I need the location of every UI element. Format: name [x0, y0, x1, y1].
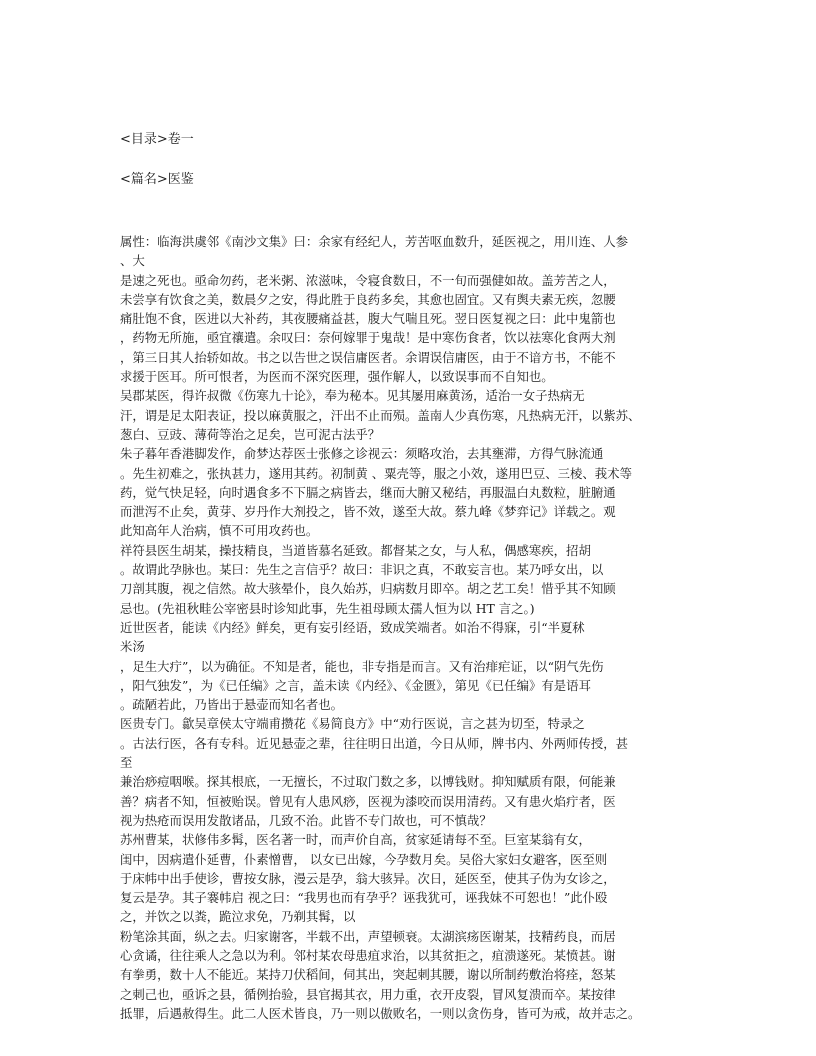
text-line: 视为热疮而误用发散诸品，几致不治。此皆不专门故也，可不慎哉？	[120, 812, 492, 828]
text-line: 祥符县医生胡某，操技精良，当道皆慕名延致。都督某之女，与人私，偶感寒疾，招胡	[120, 542, 591, 558]
text-line: 药，觉气快足轻，向时遇食多不下膈之病皆去，继而大腑又秘结，再服温白丸数粒，脏腑通	[120, 484, 616, 500]
text-line: 汗，谓是足太阳表证，投以麻黄服之，汗出不止而殒。盖南人少真伤寒，凡热病无汗，以紫苏、	[120, 407, 641, 423]
text-line: 闺中，因病遣仆延曹，仆素憎曹， 以女已出嫁，今孕数月矣。吴俗大家妇女避客，医至则	[120, 851, 608, 867]
text-line: ，第三日其人抬轿如故。书之以告世之误信庸医者。余谓误信庸医，由于不谙方书，不能不	[120, 349, 616, 365]
text-line: 。古法行医，各有专科。近见悬壶之辈，往往明日出道，今日从师，牌书内、外两师传授，甚	[120, 735, 629, 751]
text-line: 此知高年人治病，慎不可用攻药也。	[120, 523, 319, 539]
text-line: 而泄泻不止矣，黄芽、岁丹作大剂投之，皆不效，遂至大故。蔡九峰《梦弈记》详载之。观	[120, 504, 616, 520]
text-line: 于床帏中出手使诊，曹按女脉，漫云是孕，翁大骇异。次日，延医至，使其子伪为女诊之，	[120, 870, 616, 886]
text-line: 之刺己也，亟诉之县，循例抬验，县官揭其衣，用力重，衣开皮裂，冒风复溃而卒。某按律	[120, 986, 616, 1002]
section-heading: <篇名>医鉴	[120, 172, 194, 187]
text-line: 复云是孕。其子褰帏启 视之曰：“我男也而有孕乎？诬我犹可，诬我妹不可恕也！”此仆殴	[120, 890, 608, 906]
text-line: 。故谓此孕脉也。某曰：先生之言信乎？故曰：非识之真，不敢妄言也。某乃呼女出，以	[120, 562, 604, 578]
text-line: 是速之死也。亟命勿药，老米粥、浓滋味，令寝食数日，不一旬而强健如故。盖芳苦之人，	[120, 272, 616, 288]
text-line: 抵罪，后遇赦得生。此二人医术皆良，乃一则以傲败名，一则以贪伤身，皆可为戒，故并志之。	[120, 1005, 641, 1021]
document-body	[120, 232, 720, 1023]
text-line: 、大	[120, 253, 145, 269]
text-line: 近世医者，能读《内经》鲜矣，更有妄引经语，致成笑端者。如治不得寐，引“半夏秫	[120, 619, 585, 635]
text-line: 未尝享有饮食之美，数晨夕之安，得此胜于良药多矣，其愈也固宜。又有舆夫素无疾，忽腰	[120, 291, 616, 307]
toc-heading: <目录>卷一	[120, 132, 194, 147]
text-line: 医贵专门。歙吴章侯太守端甫攒花《易简良方》中“劝行医说，言之甚为切至，特录之	[120, 716, 585, 732]
text-line: 苏州曹某，状修伟多髯，医名著一时，而声价自高，贫家延请每不至。巨室某翁有女，	[120, 832, 591, 848]
text-line: 痛肚饱不食，医进以大补药，其夜腰痛益甚，腹大气喘且死。翌日医复视之曰：此中鬼箭也	[120, 311, 616, 327]
text-line: 吴郡某医，得许叔微《伤寒九十论》，奉为秘本。见其屡用麻黄汤，适治一女子热病无	[120, 388, 585, 404]
text-line: ，阳气独发”，为《已任编》之言，盖未读《内经》、《金匮》，第见《已任编》有是语耳	[120, 677, 591, 693]
text-line: 朱子暮年香港脚发作，俞梦达荐医士张修之诊视云：须略攻治，去其壅滞，方得气脉流通	[120, 446, 604, 462]
text-line: 。疏陋若此，乃皆出于悬壶而知名者也。	[120, 697, 344, 713]
text-line: 求援于医耳。所可恨者，为医而不深究医理，强作解人，以致误事而不自知也。	[120, 369, 554, 385]
text-line: 葱白、豆豉、薄荷等治之足矣，岂可泥古法乎？	[120, 426, 381, 442]
text-line: 有拳勇，数十人不能近。某持刀伏稻间，伺其出，突起刺其腰，谢以所制药敷治将痊，怒某	[120, 967, 616, 983]
text-line: 。先生初难之，张执甚力，遂用其药。初制黄 、粟壳等，服之小效，遂用巴豆、三棱、莪术等	[120, 465, 632, 481]
text-line: 忌也。(先祖秋畦公宰密县时诊知此事，先生祖母顾太孺人恒为以 HT 言之。)	[120, 600, 535, 616]
text-line: 善？病者不知，恒被贻误。曾见有人患风痧，医视为漆咬而误用清药。又有患火焰疔者，医	[120, 793, 616, 809]
text-line: 刀剖其腹，视之信然。故大骇晕仆，良久始苏，归病数月即卒。胡之艺工矣！惜乎其不知顾	[120, 581, 616, 597]
text-line: 粉笔涂其面，纵之去。归家谢客，半载不出，声望顿衰。太湖滨疡医谢某，技精药良，而居	[120, 928, 616, 944]
text-line: ，药物无所施，亟宜禳遣。余叹曰：奈何嫁罪于鬼哉！是中寒伤食者，饮以祛寒化食两大剂	[120, 330, 616, 346]
text-line: ，足生大疔”，以为确征。不知是者，能也，非专指是而言。又有治痱疟证，以“阴气先伤	[120, 658, 604, 674]
text-line: 心贪谲，往往乘人之急以为利。邻村某农母患疽求治，以其贫拒之，疽溃遂死。某愤甚。谢	[120, 947, 616, 963]
text-line: 兼治痧痘咽喉。探其根底，一无擅长，不过取门数之多，以博钱财。抑知赋质有限，何能兼	[120, 774, 616, 790]
text-line: 米汤	[120, 639, 145, 655]
text-line: 至	[120, 755, 133, 771]
text-line: 属性：临海洪虞邻《南沙文集》曰：余家有经纪人，芳苦呕血数升，延医视之，用川连、人参	[120, 234, 629, 249]
text-line: 之，并饮之以粪，跪泣求免，乃剃其髯，以	[120, 909, 356, 925]
